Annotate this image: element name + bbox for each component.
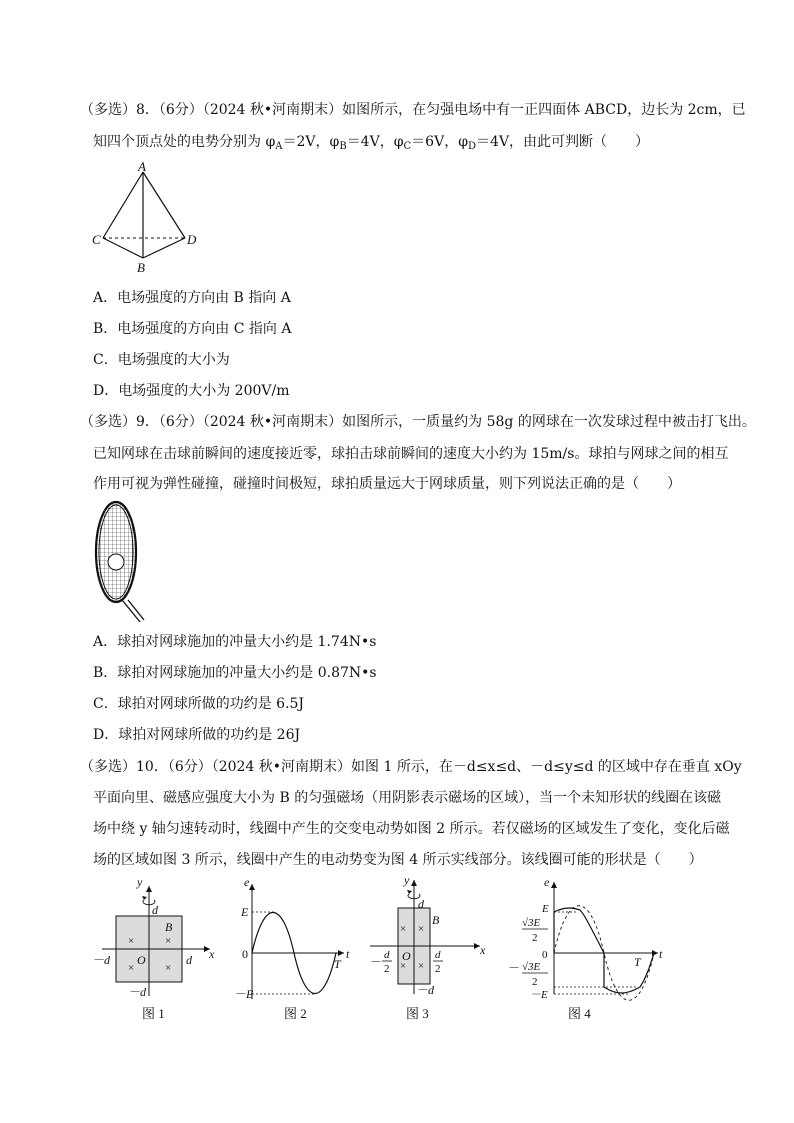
sub-a: A <box>275 141 283 152</box>
fig1-neg-d: －d <box>92 953 111 967</box>
fig3-neg-sign: － <box>370 955 383 969</box>
fig3-x: x <box>480 943 486 957</box>
fig4-sqrt3e-bottom: √3E <box>522 961 541 973</box>
fig4-t: t <box>659 947 663 961</box>
fig4-big-e: E <box>542 903 549 915</box>
fig4-sqrt3e-top: √3E <box>522 917 541 929</box>
q10-line4: 场的区域如图 3 所示，线圈中产生的电动势变为图 4 所示实线部分。该线圈可能的形状是（ ） <box>93 852 703 868</box>
figure-1 <box>92 874 222 1024</box>
label-c: C <box>92 232 101 247</box>
label-a: A <box>138 159 146 174</box>
q9-option-a: A．球拍对网球施加的冲量大小约是 1.74N•s <box>93 634 377 650</box>
sub-c: C <box>403 141 412 152</box>
sub-b: B <box>339 141 347 152</box>
fig2-t: t <box>346 947 350 961</box>
fig2-caption: 图 2 <box>284 1006 307 1021</box>
fig1-neg-d-bottom: －d <box>128 985 147 999</box>
q10-line3: 场中绕 y 轴匀速转动时，线圈中产生的交变电动势如图 2 所示。若仅磁场的区域发生了变化，变化后磁 <box>93 821 730 837</box>
fig1-o: O <box>137 953 146 967</box>
fig3-cross-1: × <box>400 923 407 935</box>
q10-line2: 平面向里、磁感应强度大小为 B 的匀强磁场（用阴影表示磁场的区域），当一个未知形状的线圈在该磁 <box>93 790 722 806</box>
fig1-x: x <box>209 947 215 961</box>
fig2-zero: 0 <box>242 947 248 961</box>
fig1-cross-2: × <box>165 935 172 947</box>
fig1-d-top: d <box>152 903 158 917</box>
fig2-t-period: T <box>334 957 341 971</box>
fig3-cross-2: × <box>418 923 425 935</box>
fig4-neg-e: －E <box>530 989 548 1001</box>
q8-option-c: C．电场强度的大小为 <box>93 352 230 368</box>
fig1-caption: 图 1 <box>142 1006 165 1021</box>
q9-line3: 作用可视为弹性碰撞，碰撞时间极短，球拍质量远大于网球质量，则下列说法正确的是（ ） <box>93 476 681 492</box>
figure-2 <box>236 874 354 1024</box>
fig3-cross-3: × <box>400 960 407 972</box>
q8-line2-pre: 知四个顶点处的电势分别为 φ <box>93 134 276 150</box>
tennis-racket-figure <box>88 500 158 628</box>
fig3-right-den: 2 <box>435 963 441 975</box>
fig3-cross-4: × <box>418 960 425 972</box>
fig3-d-top: d <box>418 897 424 911</box>
val-b: ＝4V，φ <box>346 134 404 150</box>
q9-line2: 已知网球在击球前瞬间的速度接近零，球拍击球前瞬间的速度大小约为 15m/s。球拍与网球之间的相互 <box>93 446 729 462</box>
fig1-cross-3: × <box>128 962 135 974</box>
sub-d: D <box>468 141 477 152</box>
fig3-left-den: 2 <box>384 963 390 975</box>
fig1-d-right: d <box>186 953 192 967</box>
fig4-zero: 0 <box>542 949 548 961</box>
fig3-o: O <box>402 949 411 963</box>
figure-4 <box>508 874 668 1024</box>
val-c: ＝6V，φ <box>411 134 468 150</box>
fig1-cross-4: × <box>165 962 172 974</box>
fig3-caption: 图 3 <box>406 1006 429 1021</box>
q10-line1: （多选）10．（6分）（2024 秋•河南期末）如图 1 所示，在－d≤x≤d、－d≤y≤d 的区域中存在垂直 xOy <box>80 759 742 775</box>
q8-option-b: B．电场强度的方向由 C 指向 A <box>93 321 292 337</box>
fig4-e: e <box>544 875 550 889</box>
q9-option-d: D．球拍对网球所做的功约是 26J <box>93 727 301 743</box>
figure-3 <box>366 874 496 1024</box>
val-d: ＝4V，由此可判断（ ） <box>476 134 650 150</box>
q9-line1: （多选）9．（6分）（2024 秋•河南期末）如图所示，一质量约为 58g 的网球在一次发球过程中被击打飞出。 <box>80 414 756 430</box>
fig2-e: e <box>244 875 250 889</box>
fig2-neg-e: －E <box>234 987 254 1001</box>
q8-option-a: A．电场强度的方向由 B 指向 A <box>93 290 291 306</box>
fig4-two-top: 2 <box>532 932 538 944</box>
q8-line2 <box>93 132 649 157</box>
fig1-b: B <box>165 920 173 934</box>
label-b: B <box>137 260 145 275</box>
fig1-cross-1: × <box>128 935 135 947</box>
fig4-two-bottom: 2 <box>532 976 538 988</box>
fig1-y: y <box>137 875 143 889</box>
q9-option-c: C．球拍对网球所做的功约是 6.5J <box>93 696 305 712</box>
fig3-b: B <box>432 913 440 927</box>
fig2-big-e: E <box>241 905 249 919</box>
fig4-caption: 图 4 <box>568 1006 591 1021</box>
fig3-y: y <box>404 873 410 887</box>
val-a: ＝2V，φ <box>282 134 340 150</box>
q8-line1: （多选）8．（6分）（2024 秋•河南期末）如图所示，在匀强电场中有一正四面体 ABCD，边长为 2cm，已 <box>80 102 746 118</box>
fig3-neg-d-bottom: －d <box>416 983 435 997</box>
tetrahedron-figure <box>88 158 213 280</box>
q9-option-b: B．球拍对网球施加的冲量大小约是 0.87N•s <box>93 665 377 681</box>
q8-option-d: D．电场强度的大小为 200V/m <box>93 383 290 399</box>
fig3-right-num: d <box>435 949 441 961</box>
fig3-left-num: d <box>384 949 390 961</box>
fig4-t-period: T <box>634 955 641 969</box>
fig4-neg-sign: － <box>508 961 521 975</box>
label-d: D <box>187 232 197 247</box>
